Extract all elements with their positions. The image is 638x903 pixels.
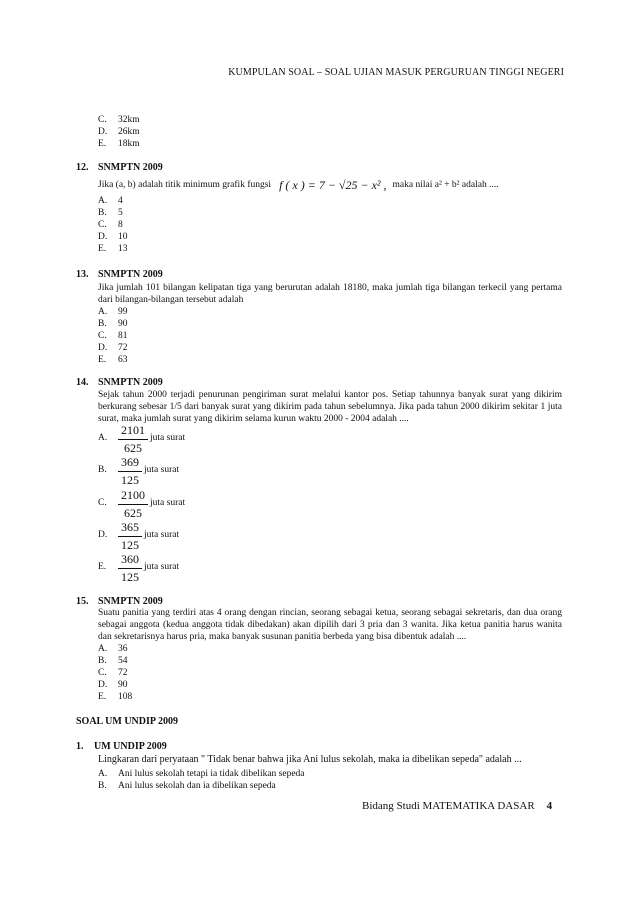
q12-stem: Jika (a, b) adalah titik minimum grafik fungsi f ( x ) = 7 − √25 − x² , maka nilai a² + b² adalah .... xyxy=(98,178,499,192)
q14-heading: 14. SNMPTN 2009 xyxy=(76,377,163,388)
page-header: KUMPULAN SOAL – SOAL UJIAN MASUK PERGURUAN TINGGI NEGERI xyxy=(228,67,564,78)
option-d: D. 72 xyxy=(98,343,128,353)
q12-heading: 12. SNMPTN 2009 xyxy=(76,162,163,173)
fraction: $\frac{2100}{625}$ xyxy=(118,488,148,520)
fraction: $\frac{365}{125}$ xyxy=(118,520,142,552)
option-c: C. 32km xyxy=(98,115,140,125)
page-number: 4 xyxy=(546,800,553,812)
q14-option-a: A. $\frac{2101}{625}$ juta surat xyxy=(98,423,186,455)
option-b: B. 54 xyxy=(98,656,128,666)
q12-options xyxy=(98,195,128,255)
option-c: C. 8 xyxy=(98,220,123,230)
option-e: E. 18km xyxy=(98,139,140,149)
section-title: SOAL UM UNDIP 2009 xyxy=(76,716,178,727)
undip-q1-stem: Lingkaran dari peryataan " Tidak benar bahwa jika Ani lulus sekolah, maka ia dibelikan sepeda" adalah ... xyxy=(98,754,522,765)
page-footer xyxy=(362,800,552,813)
q15-heading: 15. SNMPTN 2009 xyxy=(76,596,163,607)
q14-option-c: C. $\frac{2100}{625}$ juta surat xyxy=(98,488,186,520)
option-a: A. 36 xyxy=(98,644,128,654)
option-b: B. Ani lulus sekolah dan ia dibelikan sepeda xyxy=(98,781,276,791)
q14-option-b: B. $\frac{369}{125}$ juta surat xyxy=(98,455,180,487)
undip-q1-options xyxy=(98,768,305,792)
fraction: $\frac{360}{125}$ xyxy=(118,552,142,584)
undip-q1-heading: 1. UM UNDIP 2009 xyxy=(76,741,167,752)
q13-options xyxy=(98,306,128,366)
option-d: D. 10 xyxy=(98,232,128,242)
footer-subject: Bidang Studi MATEMATIKA DASAR xyxy=(362,800,535,812)
q15-stem: Suatu panitia yang terdiri atas 4 orang dengan rincian, seorang sebagai ketua, seorang sebagai sekretaris, dan dua orang sebagai anggota (kedua anggota tidak dibedakan) akan dipilih dari 3 pria dan 3 wanita. Jika ketua panitia harus wanita dan sekretarisnya harus pria, maka banyak susunan panitia berbeda yang bisa dibentuk adalah .... xyxy=(98,608,562,642)
q13-heading: 13. SNMPTN 2009 xyxy=(76,269,163,280)
option-b: B. 90 xyxy=(98,319,128,329)
option-d: D. 26km xyxy=(98,127,140,137)
option-e: E. 13 xyxy=(98,244,128,254)
q15-options xyxy=(98,643,132,703)
q13-stem: Jika jumlah 101 bilangan kelipatan tiga yang berurutan adalah 18180, maka jumlah tiga bilangan terkecil yang pertama dari bilangan-bilangan tersebut adalah xyxy=(98,283,562,305)
fraction: $\frac{369}{125}$ xyxy=(118,455,142,487)
q14-option-d: D. $\frac{365}{125}$ juta surat xyxy=(98,520,180,552)
option-a: A. 99 xyxy=(98,307,128,317)
option-d: D. 90 xyxy=(98,680,128,690)
option-e: E. 108 xyxy=(98,692,133,702)
option-b: B. 5 xyxy=(98,208,123,218)
q14-option-e: E. $\frac{360}{125}$ juta surat xyxy=(98,552,180,584)
fraction: $\frac{2101}{625}$ xyxy=(118,423,148,455)
option-e: E. 63 xyxy=(98,355,128,365)
q12-formula: f ( x ) = 7 − √25 − x² , xyxy=(279,178,387,192)
option-a: A. 4 xyxy=(98,196,123,206)
option-c: C. 72 xyxy=(98,668,128,678)
q14-stem: Sejak tahun 2000 terjadi penurunan pengiriman surat melalui kantor pos. Setiap tahunnya banyak surat yang dikirim berkurang sebesar 1/5 dari banyak surat yang dikirim pada tahun sebelumnya. Jika pada tahun 2000 dikirim sekitar 1 juta surat, maka jumlah surat yang dikirim selama kurun waktu 2000 - 2004 adalah .... xyxy=(98,390,562,424)
option-a: A. Ani lulus sekolah tetapi ia tidak dibelikan sepeda xyxy=(98,769,305,779)
q11-options xyxy=(98,114,140,150)
option-c: C. 81 xyxy=(98,331,128,341)
